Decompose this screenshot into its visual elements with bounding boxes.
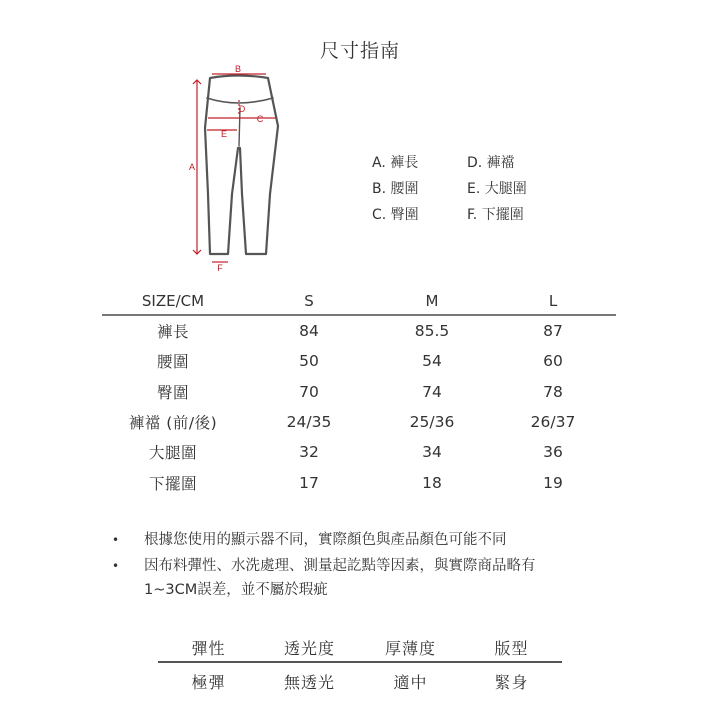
legend-item: B. 腰圍 xyxy=(372,181,419,197)
legend-item: F. 下擺圍 xyxy=(467,207,524,223)
row-label: 大腿圍 xyxy=(148,444,197,463)
table-cell: 19 xyxy=(543,473,563,492)
bullet-icon: • xyxy=(112,559,120,573)
table-cell: 85.5 xyxy=(414,322,450,341)
table-row xyxy=(102,346,616,376)
label-e: E xyxy=(220,129,228,139)
table-cell: 25/36 xyxy=(409,413,455,432)
legend-item: D. 褲襠 xyxy=(467,155,515,171)
fabric-value-elasticity: 極彈 xyxy=(191,672,226,692)
table-cell: 34 xyxy=(422,443,442,462)
measurement-legend xyxy=(372,152,592,224)
header-cell: L xyxy=(548,292,558,310)
note-item xyxy=(112,528,672,552)
table-cell: 18 xyxy=(422,473,442,492)
leggings-diagram xyxy=(180,58,300,278)
fabric-header-row xyxy=(158,636,562,663)
table-cell: 60 xyxy=(543,352,563,371)
table-cell: 32 xyxy=(299,443,319,462)
page-title: 尺寸指南 xyxy=(319,40,400,62)
leggings-outline xyxy=(205,76,278,255)
table-row xyxy=(102,407,616,437)
label-f: F xyxy=(217,263,223,273)
label-d: D xyxy=(238,104,246,114)
fabric-value-opacity: 無透光 xyxy=(283,672,335,692)
note-text: 因布料彈性、水洗處理、測量起訖點等因素，與實際商品略有 xyxy=(144,558,536,574)
fabric-header-fit: 版型 xyxy=(494,639,529,658)
table-cell: 87 xyxy=(543,322,563,341)
table-cell: 84 xyxy=(299,322,319,341)
fabric-attributes-table xyxy=(158,636,562,699)
fabric-header-opacity: 透光度 xyxy=(283,639,335,658)
fabric-value-thickness: 適中 xyxy=(393,672,428,692)
size-table xyxy=(102,288,616,498)
row-label: 腰圍 xyxy=(156,353,189,372)
size-table-header xyxy=(102,288,616,316)
legend-item: E. 大腿圍 xyxy=(467,181,527,197)
legend-item: A. 褲長 xyxy=(372,155,419,171)
table-row xyxy=(102,437,616,467)
table-cell: 17 xyxy=(299,473,319,492)
note-text: 根據您使用的顯示器不同，實際顏色與產品顏色可能不同 xyxy=(144,532,507,548)
table-cell: 74 xyxy=(422,382,442,401)
fabric-header-thickness: 厚薄度 xyxy=(384,639,436,658)
table-cell: 54 xyxy=(422,352,442,371)
label-a: A xyxy=(188,162,196,172)
bullet-icon: • xyxy=(112,533,120,547)
legend-item: C. 臀圍 xyxy=(372,207,419,223)
header-cell: SIZE/CM xyxy=(141,292,205,310)
table-cell: 70 xyxy=(299,382,319,401)
table-row xyxy=(102,377,616,407)
note-item xyxy=(112,554,672,602)
label-b: B xyxy=(234,64,242,74)
notes-list xyxy=(112,528,672,604)
table-row xyxy=(102,316,616,346)
fabric-value-row xyxy=(158,663,562,699)
fabric-value-fit: 緊身 xyxy=(494,672,529,692)
table-cell: 50 xyxy=(299,352,319,371)
table-cell: 26/37 xyxy=(530,413,576,432)
row-label: 下擺圍 xyxy=(148,474,197,493)
row-label: 臀圍 xyxy=(156,383,189,402)
table-cell: 24/35 xyxy=(286,413,332,432)
label-c: C xyxy=(256,114,264,124)
row-label: 褲長 xyxy=(156,323,189,342)
table-row xyxy=(102,467,616,497)
fabric-header-elasticity: 彈性 xyxy=(191,639,226,658)
header-cell: M xyxy=(425,292,439,310)
row-label: 褲襠 (前/後) xyxy=(128,414,218,433)
header-cell: S xyxy=(304,292,314,310)
table-cell: 78 xyxy=(543,382,563,401)
note-text: 1~3CM誤差，並不屬於瑕疵 xyxy=(144,582,328,598)
table-cell: 36 xyxy=(543,443,563,462)
